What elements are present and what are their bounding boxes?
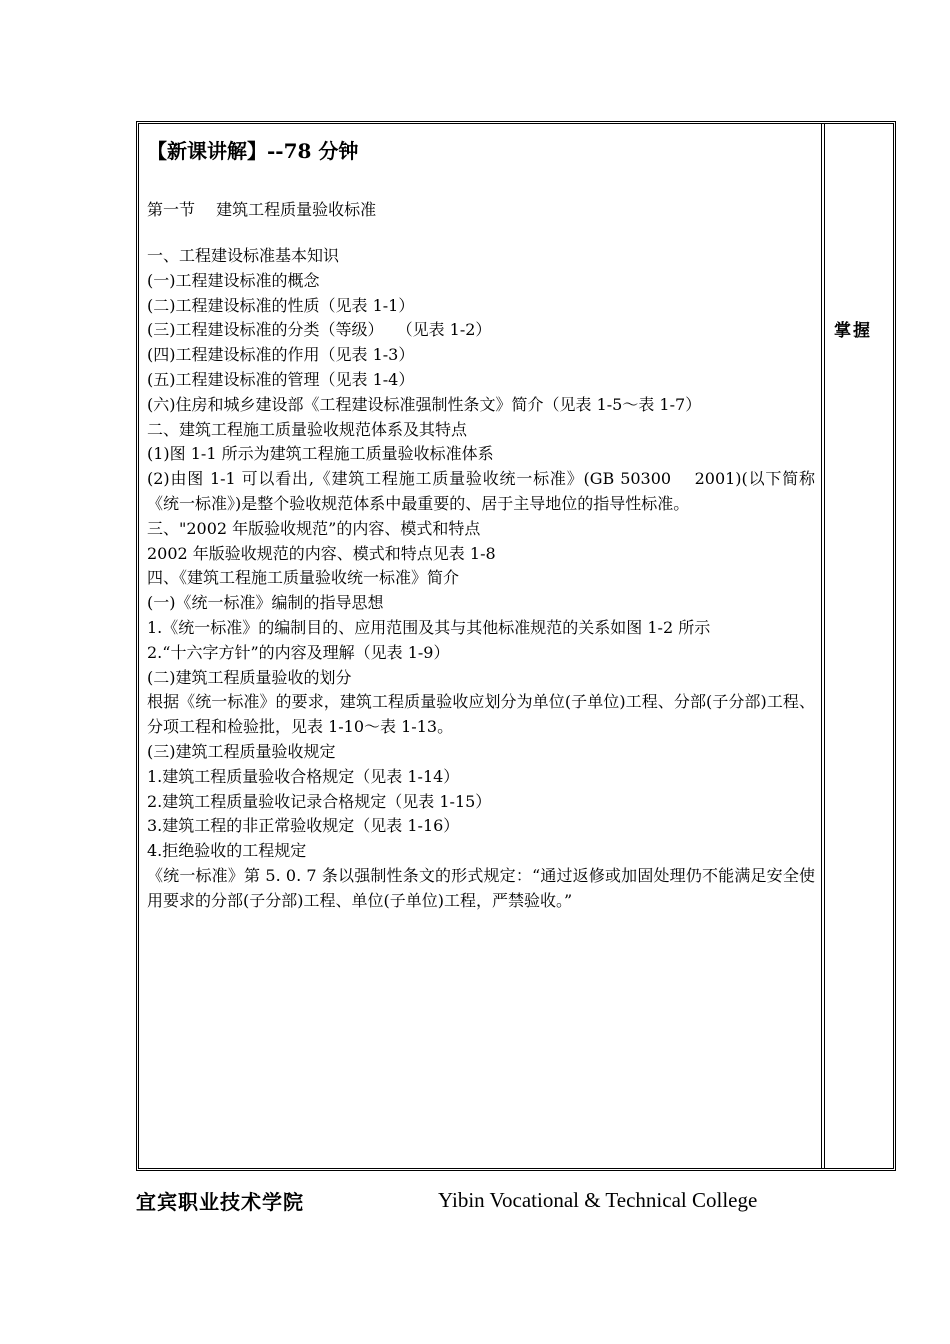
content-line: (1)图 1-1 所示为建筑工程施工质量验收标准体系 — [147, 444, 494, 464]
lesson-content-cell — [139, 124, 822, 1168]
content-line: 2.“十六字方针”的内容及理解（见表 1-9） — [147, 642, 450, 662]
content-line: 2.建筑工程质量验收记录合格规定（见表 1-15） — [147, 791, 492, 811]
content-line: (二)建筑工程质量验收的划分 — [147, 667, 352, 687]
college-name-cn: 宜宾职业技术学院 — [136, 1190, 304, 1214]
content-line: (一)《统一标准》编制的指导思想 — [147, 593, 384, 613]
section-title: 第一节 建筑工程质量验收标准 — [147, 200, 377, 219]
content-line: 3.建筑工程的非正常验收规定（见表 1-16） — [147, 816, 460, 836]
content-line: 4.拒绝验收的工程规定 — [147, 841, 307, 861]
content-line: (三)工程建设标准的分类（等级） （见表 1-2） — [147, 320, 492, 340]
content-line: 三、"2002 年版验收规范”的内容、模式和特点 — [147, 518, 481, 538]
page-footer — [136, 1186, 836, 1216]
content-line: 四、《建筑工程施工质量验收统一标准》简介 — [147, 568, 460, 588]
content-line: 1.建筑工程质量验收合格规定（见表 1-14） — [147, 766, 460, 786]
content-line: 《统一标准》第 5. 0. 7 条以强制性条文的形式规定：“通过返修或加固处理仍不能满足安全使用要求的分部(子分部)工程、单位(子单位)工程，严禁验收。” — [147, 865, 815, 910]
content-line: (六)住房和城乡建设部《工程建设标准强制性条文》简介（见表 1-5～表 1-7） — [147, 394, 702, 414]
content-line: 根据《统一标准》的要求，建筑工程质量验收应划分为单位(子单位)工程、分部(子分部)工程、分项工程和检验批，见表 1-10～表 1-13。 — [147, 692, 815, 737]
content-line: (二)工程建设标准的性质（见表 1-1） — [147, 295, 415, 315]
lesson-plan-table — [136, 121, 896, 1171]
lesson-body — [147, 244, 815, 914]
content-line: 2002 年版验收规范的内容、模式和特点见表 1-8 — [147, 543, 496, 563]
content-line: 一、工程建设标准基本知识 — [147, 246, 340, 265]
requirement-cell — [824, 124, 893, 1168]
content-line: (五)工程建设标准的管理（见表 1-4） — [147, 369, 415, 389]
college-name-en: Yibin Vocational & Technical College — [438, 1188, 758, 1212]
content-line: (2)由图 1-1 可以看出,《建筑工程施工质量验收统一标准》(GB 50300 2001)(以下简称《统一标准》)是整个验收规范体系中最重要的、居于主导地位的指导性标准。 — [147, 469, 815, 513]
content-line: (四)工程建设标准的作用（见表 1-3） — [147, 345, 415, 365]
content-line: (一)工程建设标准的概念 — [147, 270, 320, 290]
content-line: 1.《统一标准》的编制目的、应用范围及其与其他标准规范的关系如图 1-2 所示 — [147, 617, 711, 637]
requirement-label: 掌握 — [834, 321, 872, 341]
lesson-title: 【新课讲解】--78 分钟 — [147, 139, 359, 163]
content-line: (三)建筑工程质量验收规定 — [147, 741, 336, 761]
content-line: 二、建筑工程施工质量验收规范体系及其特点 — [147, 419, 468, 439]
